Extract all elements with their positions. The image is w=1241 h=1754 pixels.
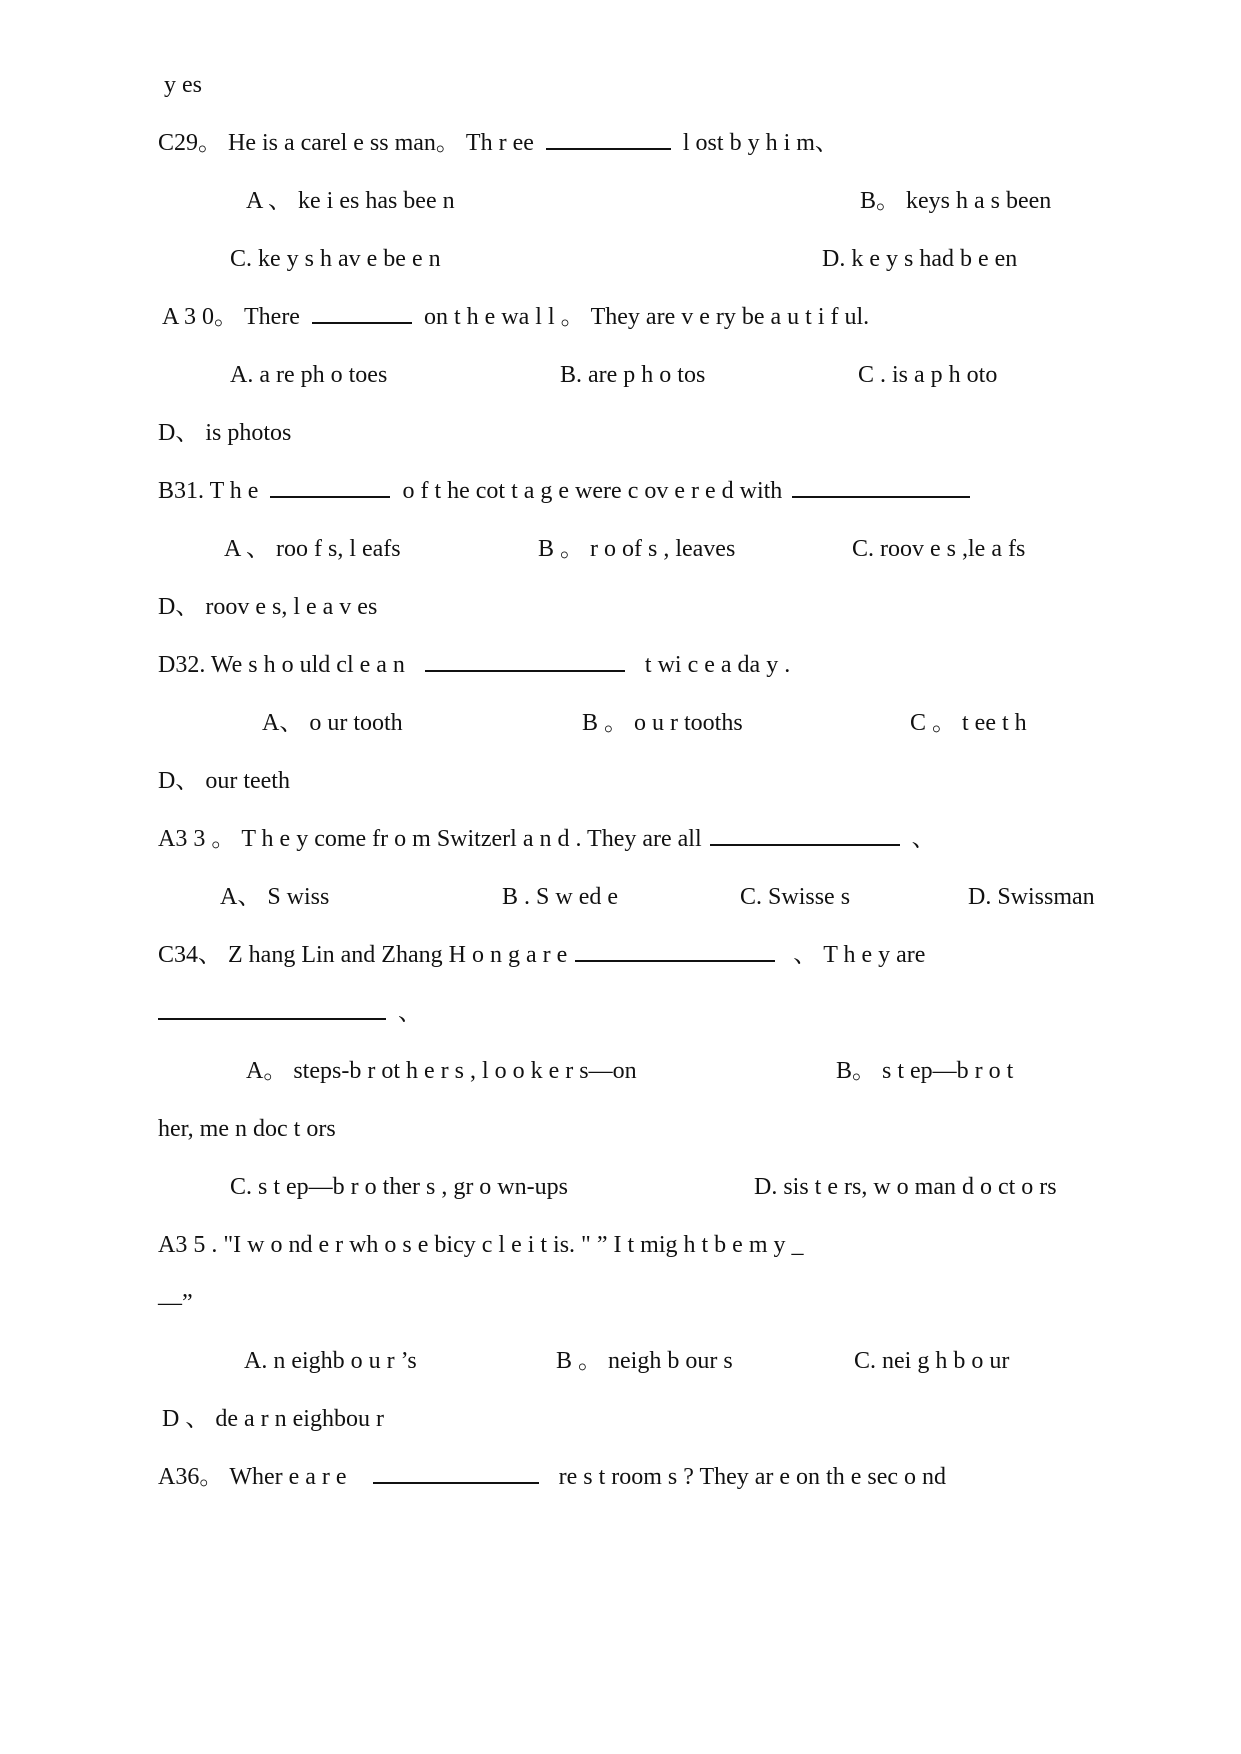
question-text: A36。 Wher e a r e: [158, 1464, 347, 1490]
question-31: [158, 476, 974, 506]
option-c: C. nei g h b o ur: [854, 1348, 1010, 1374]
option-b: B . S w ed e: [502, 884, 618, 910]
option-b: B 。 neigh b our s: [556, 1348, 733, 1374]
option-d: D、 roov e s, l e a v es: [158, 594, 378, 620]
question-text: A 3 0。 There: [162, 304, 300, 330]
question-text: on t h e wa l l 。 They are v e ry be a u t i f ul.: [423, 304, 870, 330]
option-c: C. s t ep—b r o ther s , gr o wn-ups: [230, 1174, 568, 1200]
question-text: 、: [398, 1000, 422, 1026]
option-b: B 。 r o of s , leaves: [538, 536, 736, 562]
option-c: C 。 t ee t h: [910, 710, 1027, 736]
option-a: A. n eighb o u r ’s: [244, 1348, 417, 1374]
option-a: A 、 ke i es has bee n: [246, 188, 455, 214]
answer-blank: [158, 998, 386, 1020]
option-d: D. Swissman: [968, 884, 1095, 910]
question-35-cont: —”: [158, 1290, 193, 1316]
option-b-cont: her, me n doc t ors: [158, 1116, 336, 1142]
answer-blank: [425, 650, 625, 672]
question-36: [158, 1462, 946, 1492]
answer-blank: [546, 128, 671, 150]
question-text: re s t room s ? They ar e on th e sec o nd: [558, 1464, 947, 1490]
option-d: D. k e y s had b e en: [822, 246, 1018, 272]
option-d: D、 our teeth: [158, 768, 290, 794]
option-a: A、 o ur tooth: [262, 710, 403, 736]
question-33: [158, 824, 936, 854]
question-text: t wi c e a da y .: [644, 652, 791, 678]
answer-blank: [710, 824, 900, 846]
option-a: A。 steps-b r ot h e r s , l o o k e r s—on: [246, 1058, 637, 1084]
option-a: A. a re ph o toes: [230, 362, 388, 388]
answer-blank: [792, 476, 970, 498]
question-text: 、: [911, 826, 936, 852]
question-29: [158, 128, 839, 158]
question-text: D32. We s h o uld cl e a n: [158, 652, 405, 678]
question-text: C29。 He is a carel e ss man。 Th r ee: [158, 130, 534, 156]
question-text: 、 T h e y are: [793, 942, 926, 968]
question-text: A3 3 。 T h e y come fr o m Switzerl a n d . They are all: [158, 826, 702, 852]
question-text: C34、 Z hang Lin and Zhang H o n g a r e: [158, 942, 568, 968]
option-d: D、 is photos: [158, 420, 292, 446]
option-b: B。 keys h a s been: [860, 188, 1052, 214]
question-text: o f t he cot t a g e were c ov e r e d with: [402, 478, 783, 504]
option-c: C . is a p h oto: [858, 362, 998, 388]
question-32: [158, 650, 790, 680]
option-b: B. are p h o tos: [560, 362, 706, 388]
question-34-cont: [158, 998, 422, 1028]
option-c: C. Swisse s: [740, 884, 851, 910]
answer-blank: [373, 1462, 539, 1484]
question-35: A3 5 . "I w o nd e r wh o s e bicy c l e i t is. " ” I t mig h t b e m y _: [158, 1232, 804, 1258]
answer-blank: [270, 476, 390, 498]
option-d: D. sis t e rs, w o man d o ct o rs: [754, 1174, 1057, 1200]
option-c: C. ke y s h av e be e n: [230, 246, 441, 272]
option-d: D 、 de a r n eighbou r: [162, 1406, 384, 1432]
answer-blank: [312, 302, 412, 324]
text-line: y es: [164, 72, 202, 98]
question-30: [162, 302, 869, 332]
option-c: C. roov e s ,le a fs: [852, 536, 1026, 562]
answer-blank: [575, 940, 775, 962]
option-b: B。 s t ep—b r o t: [836, 1058, 1014, 1084]
option-a: A 、 roo f s, l eafs: [224, 536, 401, 562]
question-text: l ost b y h i m、: [682, 130, 839, 156]
option-b: B 。 o u r tooths: [582, 710, 743, 736]
option-a: A、 S wiss: [220, 884, 330, 910]
question-text: B31. T h e: [158, 478, 259, 504]
question-34: [158, 940, 925, 970]
